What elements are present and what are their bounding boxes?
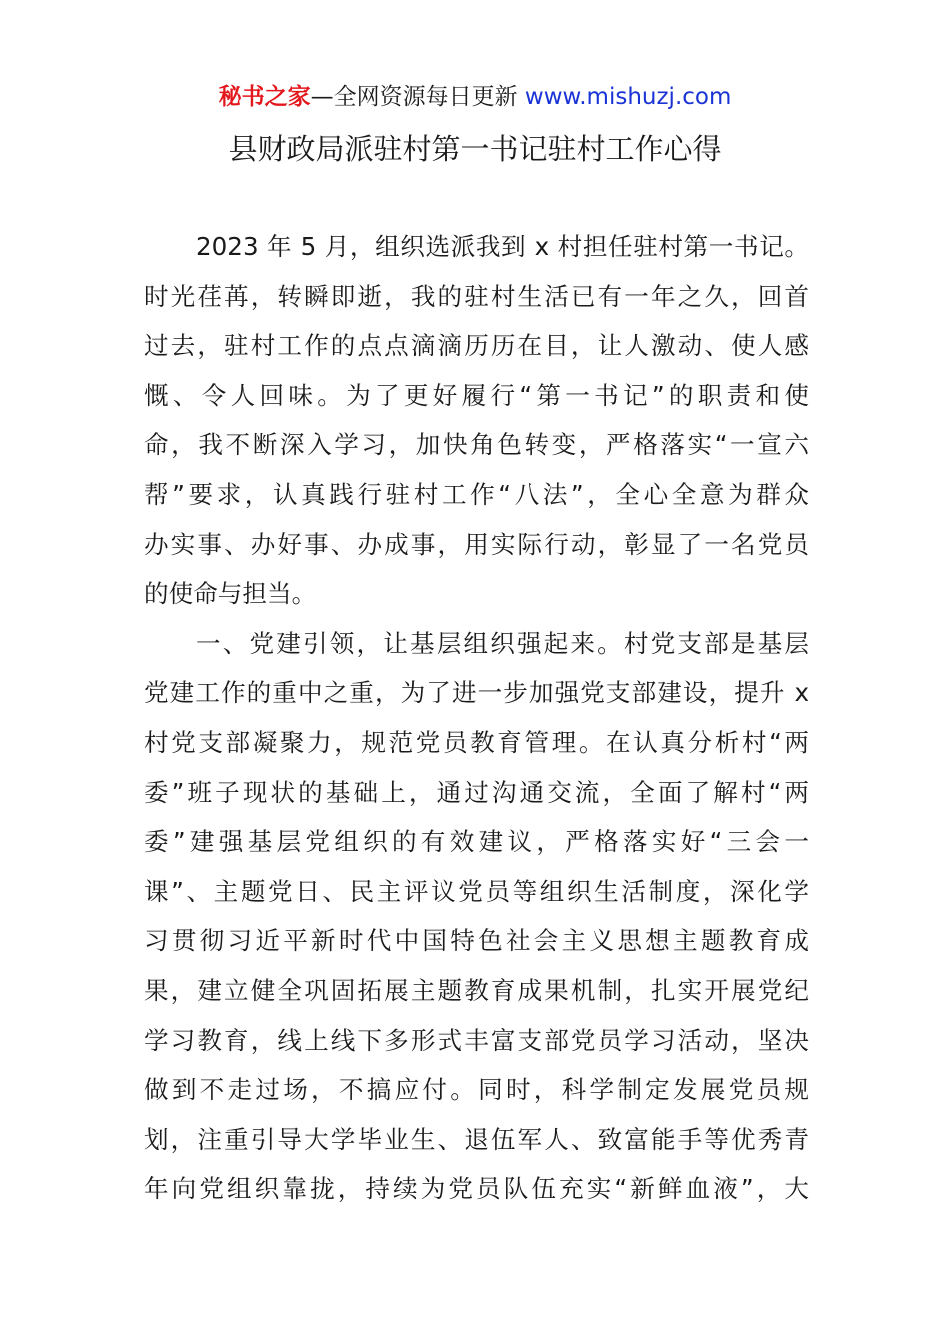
text-line: 命，我不断深入学习，加快角色转变，严格落实“一宣六 — [144, 430, 809, 460]
site-header — [0, 80, 950, 114]
text-line: 习贯彻习近平新时代中国特色社会主义思想主题教育成 — [144, 926, 809, 956]
text-line: 划，注重引导大学毕业生、退伍军人、致富能手等优秀青 — [144, 1124, 809, 1154]
paragraph-2 — [144, 619, 809, 1214]
paragraph-1 — [144, 222, 809, 619]
text-line: 过去，驻村工作的点点滴滴历历在目，让人激动、使人感 — [144, 331, 809, 361]
text-line: 的使命与担当。 — [144, 579, 317, 609]
text-line: 时光荏苒，转瞬即逝，我的驻村生活已有一年之久，回首 — [144, 281, 809, 311]
text-line: 2023 年 5 月，组织选派我到 x 村担任驻村第一书记。 — [196, 232, 809, 261]
text-line: 党建工作的重中之重，为了进一步加强党支部建设，提升 x — [144, 678, 809, 708]
text-line: 做到不走过场，不搞应付。同时，科学制定发展党员规 — [144, 1075, 809, 1105]
text-line: 帮”要求，认真践行驻村工作“八法”，全心全意为群众 — [144, 479, 809, 509]
header-tagline: —全网资源每日更新 — [310, 84, 518, 110]
document-body — [144, 222, 809, 1214]
text-line: 一、党建引领，让基层组织强起来。村党支部是基层 — [196, 628, 809, 658]
text-line: 委”班子现状的基础上，通过沟通交流，全面了解村“两 — [144, 777, 809, 807]
text-line: 学习教育，线上线下多形式丰富支部党员学习活动，坚决 — [144, 1025, 809, 1055]
text-line: 果，建立健全巩固拓展主题教育成果机制，扎实开展党纪 — [144, 975, 809, 1005]
text-line: 课”、主题党日、民主评议党员等组织生活制度，深化学 — [144, 876, 809, 906]
site-url-link[interactable]: www.mishuzj.com — [524, 84, 732, 110]
text-line: 年向党组织靠拢，持续为党员队伍充实“新鲜血液”，大 — [144, 1174, 809, 1204]
text-line: 慨、令人回味。为了更好履行“第一书记”的职责和使 — [144, 380, 809, 410]
text-line: 办实事、办好事、办成事，用实际行动，彰显了一名党员 — [144, 529, 809, 559]
document-title: 县财政局派驻村第一书记驻村工作心得 — [228, 132, 722, 166]
text-line: 村党支部凝聚力，规范党员教育管理。在认真分析村“两 — [144, 727, 809, 757]
brand-name: 秘书之家 — [218, 84, 311, 110]
text-line: 委”建强基层党组织的有效建议，严格落实好“三会一 — [144, 827, 809, 857]
